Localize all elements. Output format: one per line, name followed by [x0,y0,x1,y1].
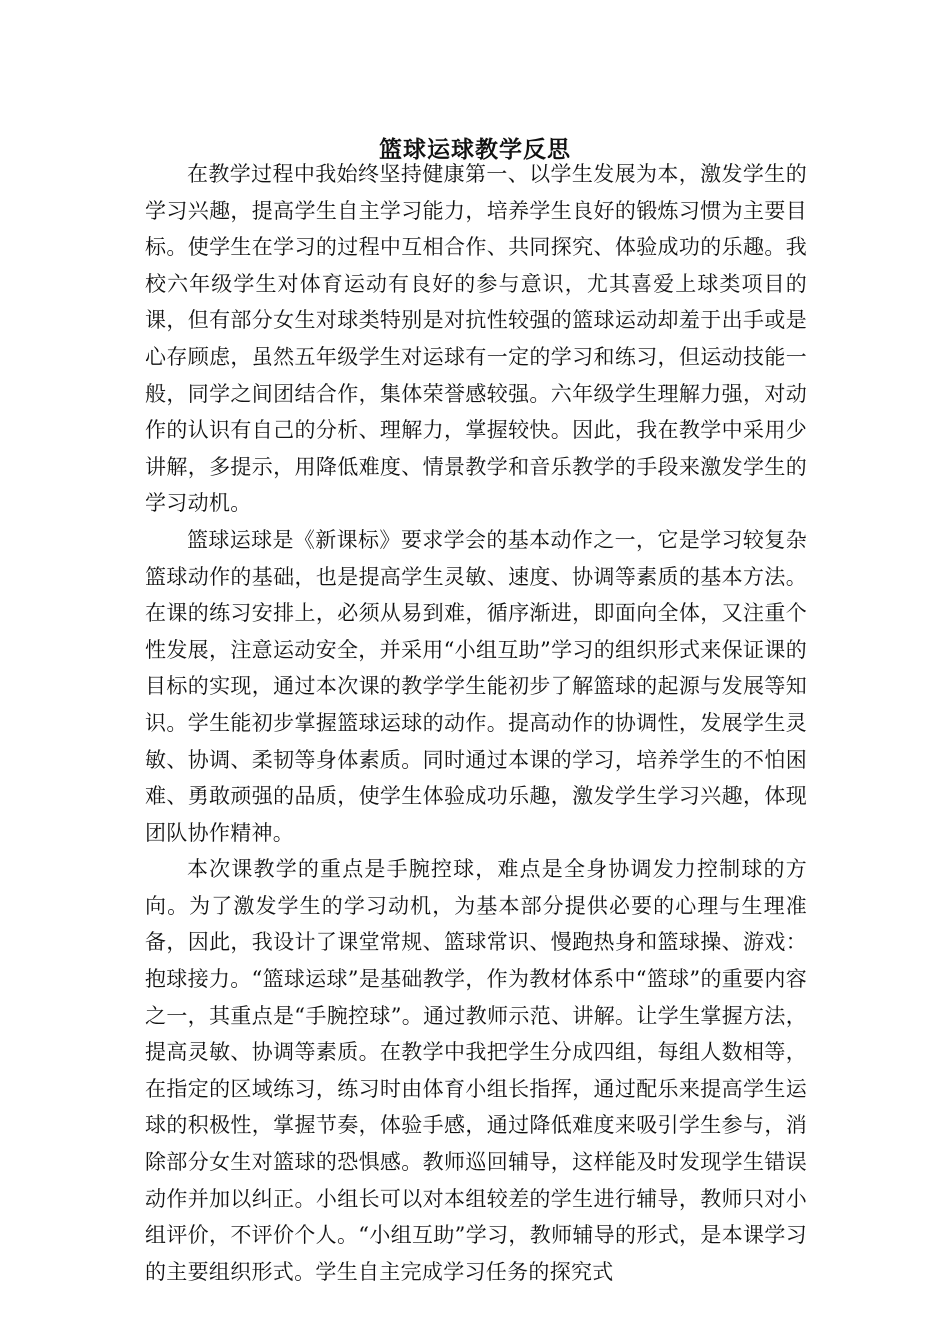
paragraph-3: 本次课教学的重点是手腕控球，难点是全身协调发力控制球的方向。为了激发学生的学习动机，为基本部分提供必要的心理与生理准备，因此，我设计了课堂常规、篮球常识、慢跑热身和篮球操、游戏：抱球接力。“篮球运球”是基础教学，作为教材体系中“篮球”的重要内容之一，其重点是“手腕控球”。通过教师示范、讲解。让学生掌握方法，提高灵敏、协调等素质。在教学中我把学生分成四组，每组人数相等，在指定的区域练习，练习时由体育小组长指挥，通过配乐来提高学生运球的积极性，掌握节奏，体验手感，通过降低难度来吸引学生参与，消除部分女生对篮球的恐惧感。教师巡回辅导，这样能及时发现学生错误动作并加以纠正。小组长可以对本组较差的学生进行辅导，教师只对小组评价，不评价个人。“小组互助”学习，教师辅导的形式，是本课学习的主要组织形式。学生自主完成学习任务的探究式 [145,857,807,1284]
document-body [145,156,807,1290]
paragraph-2: 篮球运球是《新课标》要求学会的基本动作之一，它是学习较复杂篮球动作的基础，也是提高学生灵敏、速度、协调等素质的基本方法。在课的练习安排上，必须从易到难，循序渐进，即面向全体，又注重个性发展，注意运动安全，并采用“小组互助”学习的组织形式来保证课的目标的实现，通过本次课的教学学生能初步了解篮球的起源与发展等知识。学生能初步掌握篮球运球的动作。提高动作的协调性，发展学生灵敏、协调、柔韧等身体素质。同时通过本课的学习，培养学生的不怕困难、勇敢顽强的品质，使学生体验成功乐趣，激发学生学习兴趣，体现团队协作精神。 [145,527,807,845]
paragraph-1: 在教学过程中我始终坚持健康第一、以学生发展为本，激发学生的学习兴趣，提高学生自主学习能力，培养学生良好的锻炼习惯为主要目标。使学生在学习的过程中互相合作、共同探究、体验成功的乐趣。我校六年级学生对体育运动有良好的参与意识，尤其喜爱上球类项目的课，但有部分女生对球类特别是对抗性较强的篮球运动却羞于出手或是心存顾虑，虽然五年级学生对运球有一定的学习和练习，但运动技能一般，同学之间团结合作，集体荣誉感较强。六年级学生理解力强，对动作的认识有自己的分析、理解力，掌握较快。因此，我在教学中采用少讲解，多提示，用降低难度、情景教学和音乐教学的手段来激发学生的学习动机。 [145,162,807,516]
document-title: 篮球运球教学反思 [379,136,571,164]
